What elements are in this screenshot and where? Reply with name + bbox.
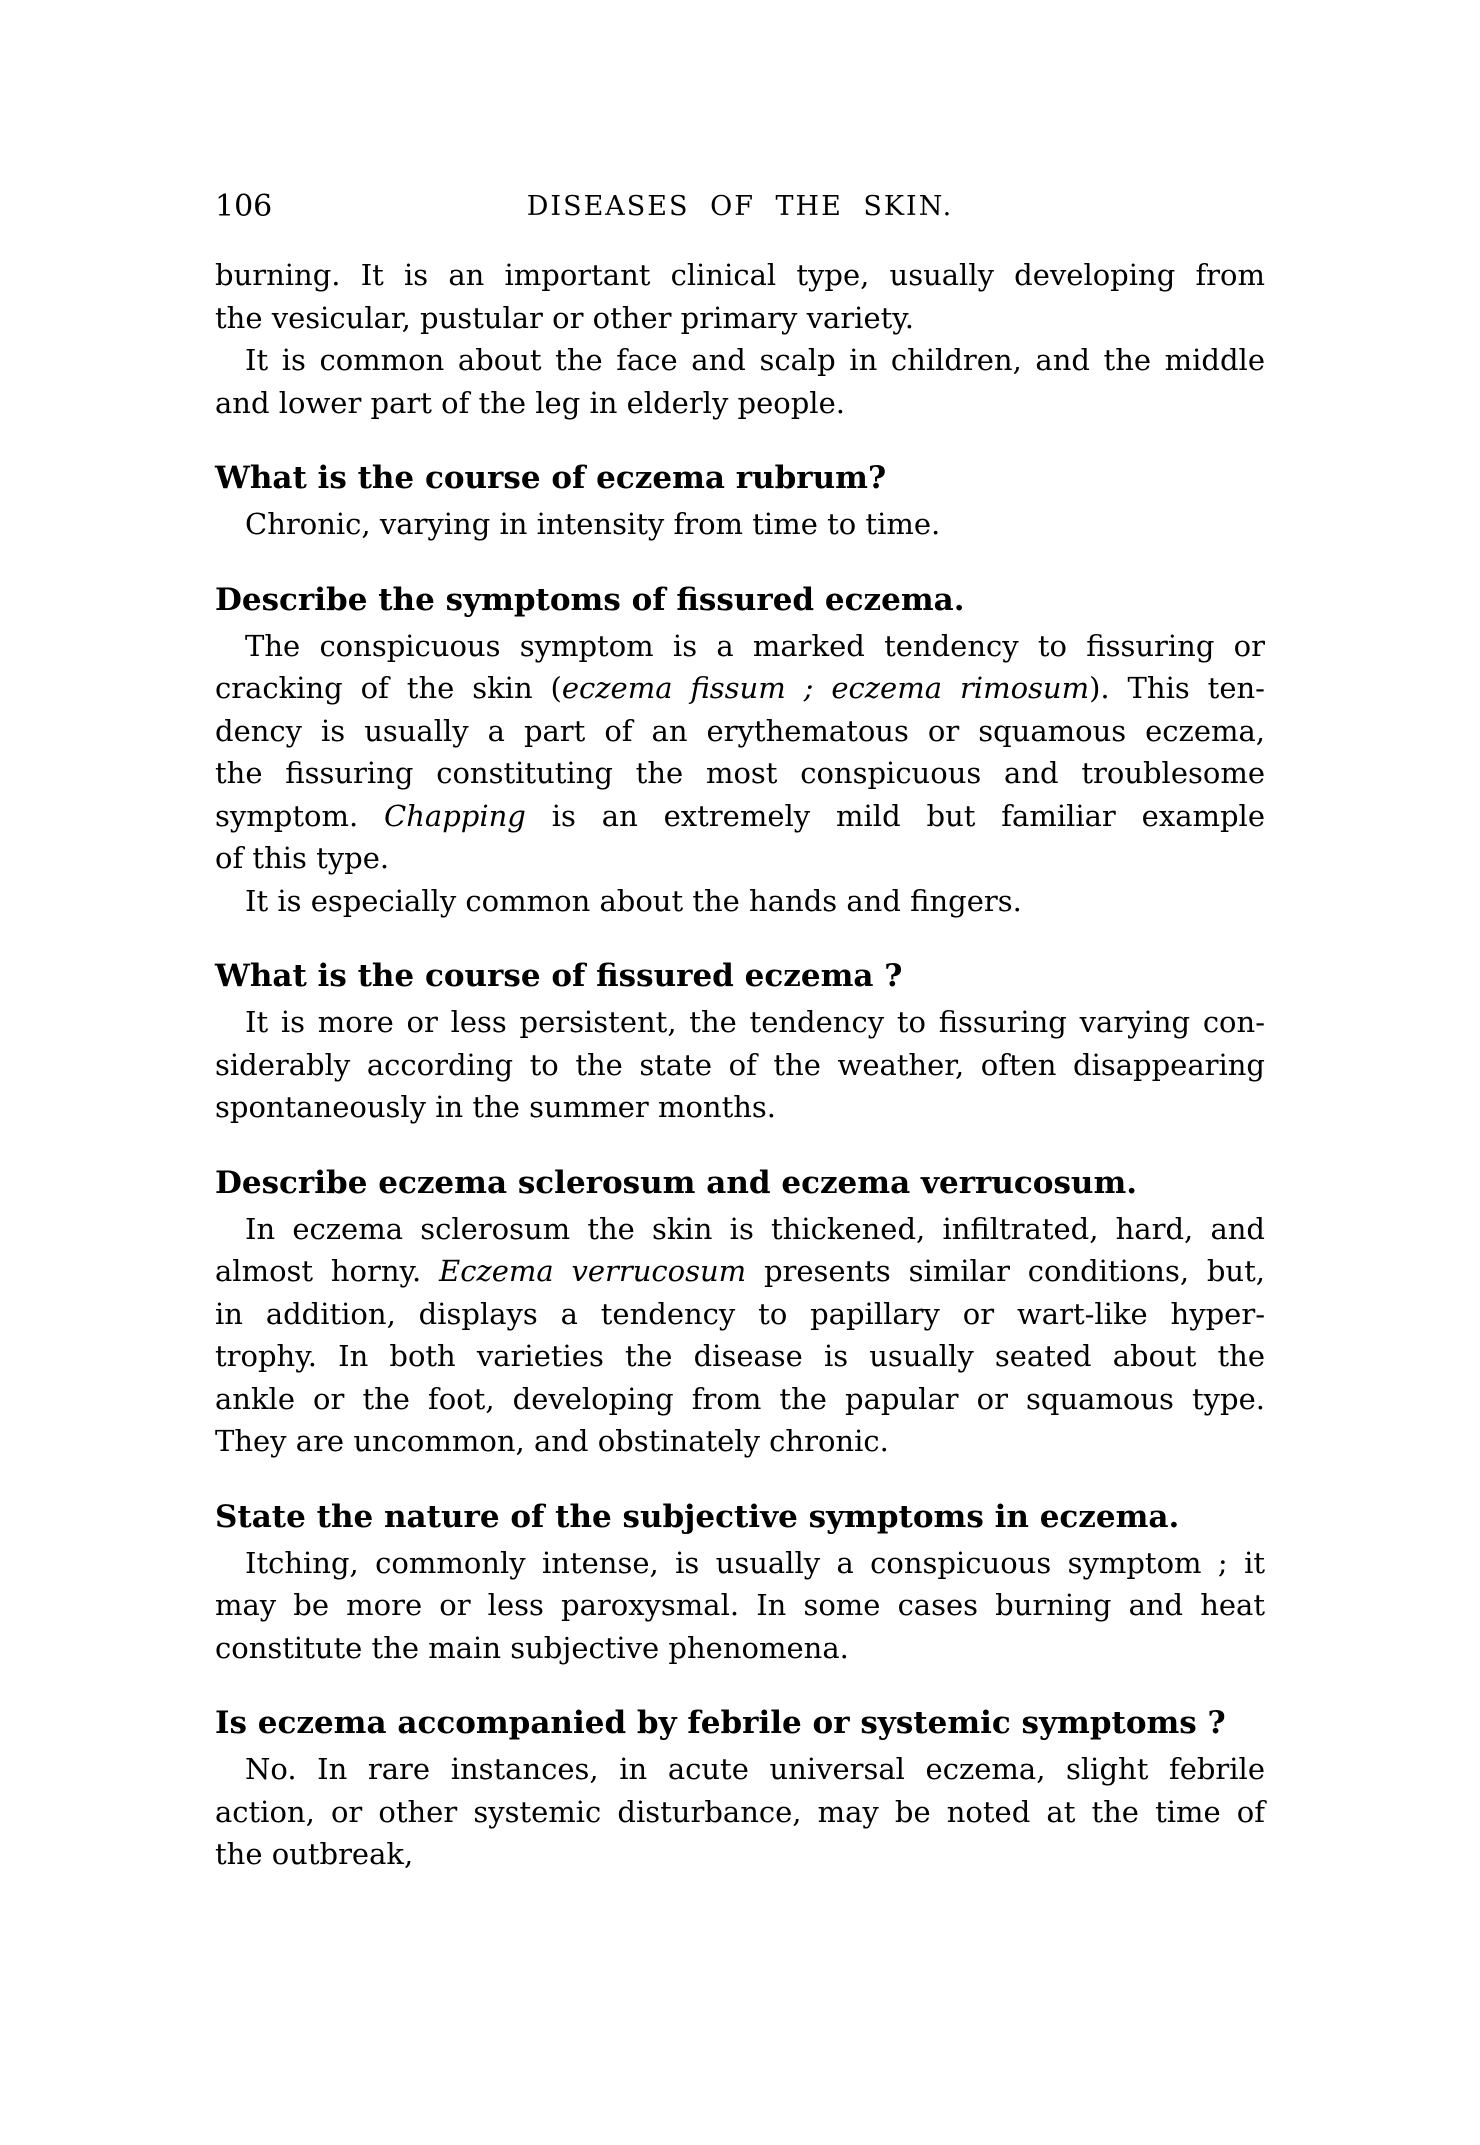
body-line: burning. It is an important clinical type, usually developing from (215, 258, 1265, 292)
body-line: They are uncommon, and obstinately chronic. (215, 1424, 889, 1458)
paragraph (215, 503, 1265, 546)
body-line: Itching, commonly intense, is usually a conspicuous symptom ; it (245, 1545, 1265, 1580)
paragraph (215, 339, 1265, 424)
body-line: It is more or less persistent, the tendency to fissuring varying con- (245, 1005, 1265, 1039)
body-line: spontaneously in the summer months. (215, 1090, 777, 1124)
body-line: Chronic, varying in intensity from time to time. (245, 507, 941, 541)
body-line: may be more or less paroxysmal. In some cases burning and heat (215, 1588, 1265, 1622)
running-title: DISEASES OF THE SKIN. (526, 191, 954, 222)
question-heading: State the nature of the subjective symptoms in eczema. (215, 1498, 1180, 1535)
body-line: It is common about the face and scalp in children, and the middle (245, 343, 1265, 377)
body-line: ankle or the foot, developing from the papular or squamous type. (215, 1381, 1265, 1416)
body-line: almost horny. Eczema verrucosum presents similar conditions, but, (215, 1254, 1265, 1288)
body-line: the fissuring constituting the most conspicuous and troublesome (215, 756, 1265, 790)
body-line: siderably according to the state of the weather, often disappearing (215, 1047, 1265, 1082)
body-line: It is especially common about the hands and fingers. (245, 883, 1022, 918)
body-line: constitute the main subjective phenomena. (215, 1630, 849, 1665)
text-column (215, 186, 1265, 1876)
paragraph (215, 1208, 1265, 1463)
body-line: cracking of the skin (eczema fissum ; eczema rimosum). This ten- (215, 671, 1265, 705)
body-line: trophy. In both varieties the disease is usually seated about the (215, 1339, 1265, 1373)
question-heading: What is the course of eczema rubrum? (215, 460, 887, 496)
paragraph (215, 880, 1265, 923)
body-line: action, or other systemic disturbance, may be noted at the time of (215, 1794, 1265, 1829)
question-heading: What is the course of fissured eczema ? (215, 958, 903, 994)
body-line: in addition, displays a tendency to papillary or wart-like hyper- (215, 1296, 1265, 1331)
body-line: the outbreak, (215, 1837, 414, 1871)
body-line: In eczema sclerosum the skin is thickened, infiltrated, hard, and (245, 1211, 1265, 1246)
paragraph (215, 625, 1265, 880)
page-header (215, 186, 1265, 228)
paragraph (215, 254, 1265, 339)
body-line: the vesicular, pustular or other primary variety. (215, 300, 915, 335)
question-heading: Describe eczema sclerosum and eczema verrucosum. (215, 1164, 1138, 1201)
page-number: 106 (215, 189, 273, 224)
question-heading: Describe the symptoms of fissured eczema. (215, 581, 965, 618)
body-line: and lower part of the leg in elderly people. (215, 385, 845, 420)
question-heading: Is eczema accompanied by febrile or systemic symptoms ? (215, 1705, 1226, 1741)
body-line: of this type. (215, 841, 390, 875)
body-line: No. In rare instances, in acute universal eczema, slight febrile (245, 1752, 1265, 1786)
body-line: dency is usually a part of an erythematous or squamous eczema, (215, 713, 1265, 748)
paragraph (215, 1001, 1265, 1129)
paragraph (215, 1748, 1265, 1876)
paragraph (215, 1542, 1265, 1670)
body-line: The conspicuous symptom is a marked tendency to fissuring or (245, 628, 1265, 663)
body-line: symptom. Chapping is an extremely mild but familiar example (215, 798, 1265, 833)
